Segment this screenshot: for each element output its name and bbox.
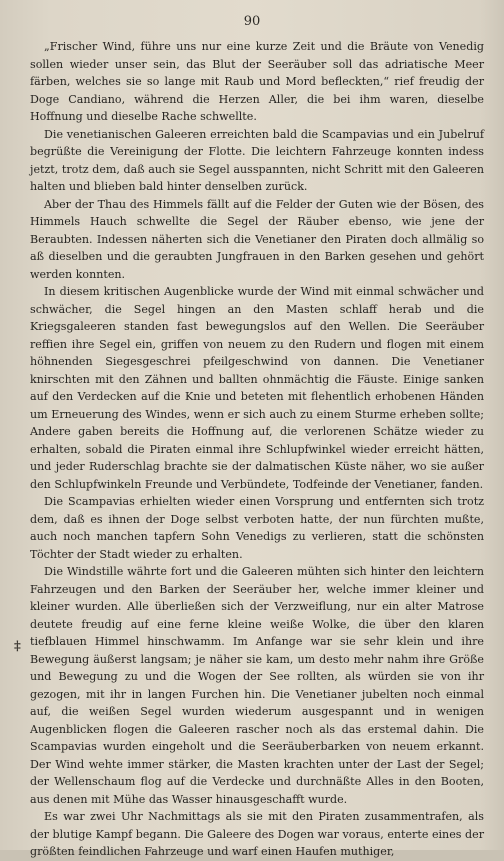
paragraph-4: In diesem kritischen Augenblicke wurde der Wind mit einmal schwächer und schwächer, die Segel hingen an den Masten schlaff herab und die Kriegsgaleeren standen fast bewegungslos auf den Wellen. Die Seeräuber reffien ihre Segel ein, griffen von neuem zu den Rudern und flogen mit einem höhnenden Siegesgeschrei pfeilgeschwind von dannen. Die Venetianer knirschten mit den Zähnen und ballten ohnmächtig die Fäuste. Einige sanken auf den Verdecken auf die Knie und beteten mit flehentlich erhobenen Händen um Erneuerung des Windes, wenn er sich auch zu einem Sturme erheben sollte; Andere gaben bereits die Hoffnung auf, die verlorenen Schätze wieder zu erhalten, sobald die Piraten einmal ihre Schlupfwinkel wieder erreicht hätten, und jeder Ruderschlag brachte sie der dalmatischen Küste näher, wo sie außer den Schlupfwinkeln Freunde und Verbündete, Todfeinde der Venetianer, fanden.	[30, 285, 484, 491]
paragraph-3: Aber der Thau des Himmels fällt auf die Felder der Guten wie der Bösen, des Himmels Hauch schwellte die Segel der Räuber ebenso, wie jene der Beraubten. Indessen näherten sich die Venetianer den Piraten doch allmälig so aß dieselben und die geraubten Jungfrauen in den Barken gesehen und gehört werden konnten.	[30, 197, 484, 281]
margin-mark: ‡	[14, 639, 21, 654]
paragraph-5: Die Scampavias erhielten wieder einen Vorsprung und entfernten sich trotz dem, daß es ihnen der Doge selbst verboten hatte, der nun fürchten mußte, auch noch manchen tapfern Sohn Venedigs zu verlieren, statt die schönsten Töchter der Stadt wieder zu erhalten.	[30, 495, 484, 561]
paragraph-1: „Frischer Wind, führe uns nur eine kurze Zeit und die Bräute von Venedig sollen wieder unser sein, das Blut der Seeräuber soll das adriatische Meer färben, welches sie so lange mit Raub und Mord befleckten,“ rief freudig der Doge Candiano, während die Herzen Aller, die bei ihm waren, dieselbe Hoffnung und dieselbe Rache schwellte.	[30, 40, 484, 123]
body-text	[30, 38, 484, 861]
paragraph-2: Die venetianischen Galeeren erreichten bald die Scampavias und ein Jubelruf begrüßte die Vereinigung der Flotte. Die leichtern Fahrzeuge konnten indess jetzt, trotz dem, daß auch sie Segel ausspannten, nicht Schritt mit den Galeeren halten und blieben bald hinter denselben zurück.	[30, 127, 484, 193]
paragraph-6: Die Windstille währte fort und die Galeeren mühten sich hinter den leichtern Fahrzeugen und den Barken der Seeräuber her, welche immer kleiner und kleiner wurden. Alle überließen sich der Verzweiflung, nur ein alter Matrose deutete freudig auf eine ferne kleine weiße Wolke, die über den klaren tiefblauen Himmel hinschwamm. Im Anfange war sie sehr klein und ihre Bewegung äußerst langsam; je näher sie kam, um desto mehr nahm ihre Größe und Bewegung zu und die Wogen der See rollten, als würden sie von ihr gezogen, mit ihr in langen Furchen hin. Die Venetianer jubelten noch einmal auf, die weißen Segel wurden wiederum ausgespannt und in wenigen Augenblicken flogen die Galeeren rascher noch als das erstemal dahin. Die Scampavias wurden eingeholt und die Seeräuberbarken von neuem erkannt. Der Wind wehte immer stärker, die Masten krachten unter der Last der Segel; der Wellenschaum flog auf die Verdecke und durchnäßte Alles in den Booten, aus denen mit Mühe das Wasser hinausgeschafft wurde.	[30, 565, 484, 806]
page-number: 90	[243, 14, 261, 29]
paragraph-7: Es war zwei Uhr Nachmittags als sie mit den Piraten zusammentrafen, als der blutige Kampf begann. Die Galeere des Dogen war voraus, enterte eines der größten feindlichen Fahrzeuge und warf einen Haufen muthiger,	[30, 810, 484, 858]
